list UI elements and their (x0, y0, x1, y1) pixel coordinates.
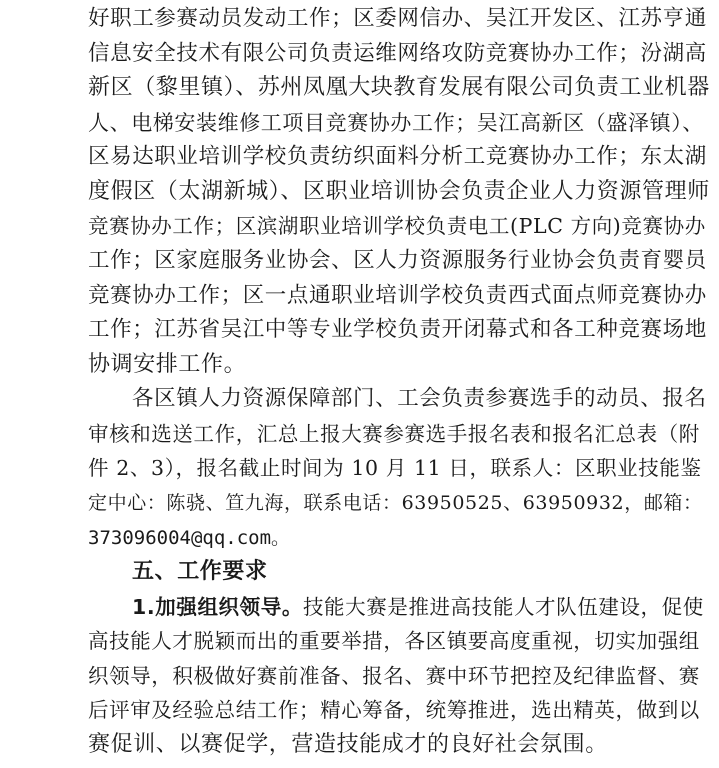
body-text-line: 竞赛协办工作；区一点通职业培训学校负责西式面点师竞赛协办 (88, 283, 707, 308)
body-text-line: 好职工参赛动员发动工作；区委网信办、吴江开发区、江苏亨通 (88, 6, 707, 31)
paragraph-first-line: 各区镇人力资源保障部门、工会负责参赛选手的动员、报名 (132, 386, 707, 411)
body-text-line: 件 2、3），报名截止时间为 10 月 11 日，联系人：区职业技能鉴 (88, 456, 702, 480)
body-text-line: 度假区（太湖新城）、区职业培训协会负责企业人力资源管理师 (88, 179, 710, 204)
body-text-line: 高技能人才脱颖而出的重要举措，各区镇要高度重视，切实加强组 (88, 629, 700, 653)
body-text-line: 织领导，积极做好赛前准备、报名、赛中环节把控及纪律监督、赛 (88, 664, 700, 688)
body-text-line: 区易达职业培训学校负责纺织面料分析工竞赛协办工作；东太湖 (88, 144, 707, 169)
body-text-line: 人、电梯安装维修工项目竞赛协办工作；吴江高新区（盛泽镇）、 (88, 111, 704, 135)
body-text-line: 定中心：陈骁、笪九海，联系电话：63950525、63950932，邮箱： (88, 492, 703, 514)
email-line: 373096004@qq.com。 (88, 527, 291, 549)
body-text-line: 新区（黎里镇）、苏州凤凰大块教育发展有限公司负责工业机器 (88, 75, 710, 100)
body-text-line: 审核和选送工作，汇总上报大赛参赛选手报名表和报名汇总表（附 (88, 422, 700, 446)
body-text-line: 后评审及经验总结工作；精心筹备，统筹推进，选出精英，做到以 (88, 698, 700, 722)
body-text-line: 协调安排工作。 (88, 352, 247, 377)
body-text-line: 竞赛协办工作；区滨湖职业培训学校负责电工(PLC 方向)竞赛协办 (88, 214, 706, 238)
body-text-line: 工作；江苏省吴江中等专业学校负责开闭幕式和各工种竞赛场地 (88, 317, 707, 342)
body-text-line: 工作；区家庭服务业协会、区人力资源服务行业协会负责育婴员 (88, 248, 707, 273)
item-1-text: 技能大赛是推进高技能人才队伍建设，促使 (302, 595, 704, 619)
body-text-line: 赛促训、以赛促学，营造技能成才的良好社会氛围。 (88, 732, 608, 757)
body-text-line: 信息安全技术有限公司负责运维网络攻防竞赛协办工作；汾湖高 (88, 41, 707, 66)
item-1-title: 1.加强组织领导。 (132, 595, 303, 619)
item-1-first-line (132, 592, 704, 622)
section-heading: 五、工作要求 (132, 559, 268, 584)
